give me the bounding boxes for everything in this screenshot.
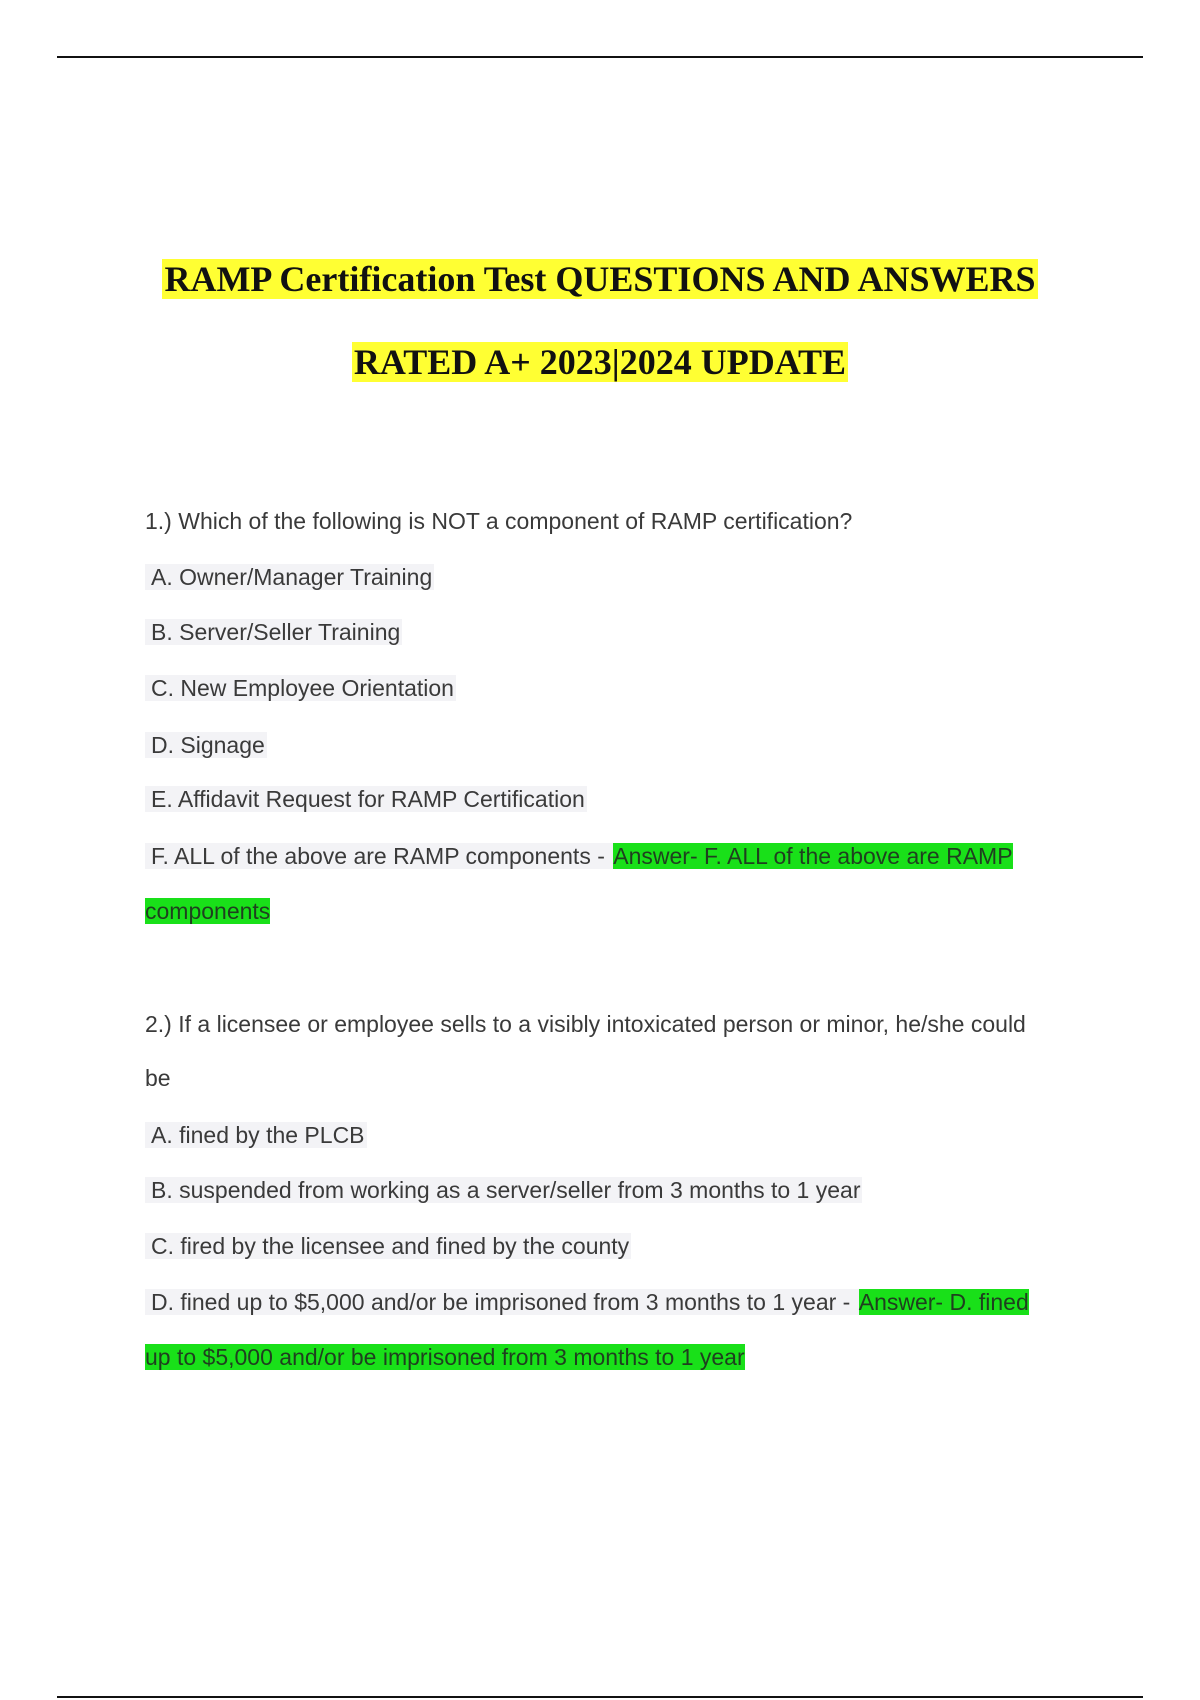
question-1-option-e: E. Affidavit Request for RAMP Certification [145, 784, 587, 814]
document-title-line-1 [0, 257, 1200, 301]
question-1-option-a: A. Owner/Manager Training [145, 562, 434, 592]
question-2-option-d: D. fined up to $5,000 and/or be imprisoned from 3 months to 1 year - Answer- D. fined [145, 1287, 1029, 1317]
question-1-answer-highlight: Answer- F. ALL of the above are RAMP [613, 843, 1013, 869]
question-1-option-b: B. Server/Seller Training [145, 617, 402, 647]
question-2-answer-continued [145, 1342, 745, 1372]
question-1-answer-highlight-cont: components [145, 898, 271, 924]
question-1-answer-continued [145, 896, 270, 926]
question-1-option-f: F. ALL of the above are RAMP components - Answer- F. ALL of the above are RAMP [145, 841, 1013, 871]
bottom-rule [57, 1696, 1143, 1698]
question-2-stem-line-2: be [145, 1065, 171, 1091]
document-title-line-2 [0, 340, 1200, 384]
question-2-option-c: C. fired by the licensee and fined by the county [145, 1231, 631, 1261]
title-highlight-2: RATED A+ 2023|2024 UPDATE [353, 342, 847, 382]
question-2-answer-highlight-cont: up to $5,000 and/or be imprisoned from 3 months to 1 year [145, 1344, 745, 1370]
top-rule [57, 56, 1143, 58]
question-2-answer-highlight: Answer- D. fined [858, 1289, 1029, 1315]
question-1-option-d: D. Signage [145, 730, 267, 760]
question-2-stem-line-1: 2.) If a licensee or employee sells to a visibly intoxicated person or minor, he/she could [145, 1011, 1026, 1037]
question-2-option-a: A. fined by the PLCB [145, 1120, 367, 1150]
title-highlight-1: RAMP Certification Test QUESTIONS AND ANSWERS [164, 259, 1036, 299]
question-2-option-b: B. suspended from working as a server/seller from 3 months to 1 year [145, 1175, 862, 1205]
question-1-stem: 1.) Which of the following is NOT a component of RAMP certification? [145, 508, 853, 534]
question-1-option-c: C. New Employee Orientation [145, 673, 456, 703]
